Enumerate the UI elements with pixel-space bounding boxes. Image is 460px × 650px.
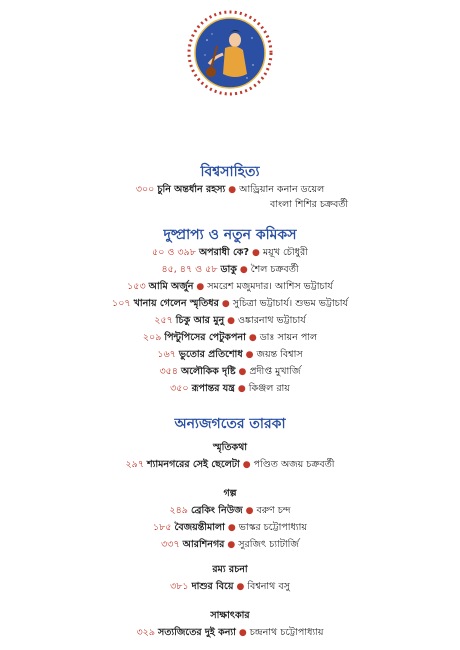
saraswati-logo: [187, 10, 273, 96]
bullet-icon: ●: [237, 384, 246, 394]
bullet-icon: ●: [242, 460, 251, 470]
bullet-icon: ●: [228, 185, 237, 195]
list-item: [0, 348, 460, 362]
issue-number: ১৮৫: [153, 522, 172, 533]
author: প্রদীপ্ত মুখার্জি: [249, 366, 301, 377]
story-title: অলৌকিক দৃষ্টি: [180, 366, 236, 377]
translator: বাংলা শিশির চক্রবর্তী: [270, 199, 349, 210]
issue-number: ৩৫০: [170, 383, 189, 394]
list-item: [0, 626, 460, 640]
author: সমরেশ মজুমদার। আশিস ভট্টাচার্য: [207, 281, 333, 292]
list-item: [0, 280, 460, 294]
bullet-icon: ●: [221, 299, 230, 309]
story-title: সত্যজিতের দুই কন্যা: [158, 627, 236, 638]
section-title-other-world: অন্যজগতের তারকা: [174, 416, 286, 432]
author: ময়ূখ চৌধুরী: [262, 247, 308, 258]
list-item: [0, 314, 460, 328]
issue-number: ৩২৯: [136, 627, 155, 638]
subheading-interview: সাক্ষাৎকার: [210, 610, 250, 621]
bullet-icon: ●: [245, 506, 254, 516]
bullet-icon: ●: [248, 333, 257, 343]
list-item: [0, 504, 460, 518]
author: চন্দ্রনাথ চট্টোপাধ্যায়: [249, 627, 324, 638]
author: সুরজিৎ চ্যাটার্জি: [238, 539, 299, 550]
author: জয়ন্ত বিশ্বাস: [256, 349, 303, 360]
story-title: আমি অর্জুন: [148, 281, 194, 292]
author: ডাঃ সায়ন পাল: [259, 332, 318, 343]
issue-number: ২৫৭: [154, 315, 173, 326]
bullet-icon: ●: [196, 282, 205, 292]
list-item: [0, 580, 460, 594]
author: সুচিত্রা ভট্টাচার্য। শুভম ভট্টাচার্য: [232, 298, 348, 309]
author: ওঙ্কারনাথ ভট্টাচার্য: [238, 315, 306, 326]
section-title-world-literature: বিশ্বসাহিত্য: [200, 164, 260, 180]
author: আড্রিয়ান কনান ডয়েল: [239, 184, 325, 195]
list-item: [0, 538, 460, 552]
issue-number: ৩৫৪: [159, 366, 178, 377]
subheading-humor: রম্য রচনা: [212, 564, 248, 575]
bullet-icon: ●: [239, 265, 248, 275]
issue-number: ১৫৩: [127, 281, 146, 292]
story-title: খানায় গেলেন স্মৃতিধর: [133, 298, 219, 309]
list-item: [0, 331, 460, 345]
bullet-icon: ●: [238, 367, 247, 377]
story-title: চিকু আর মুনু: [175, 315, 225, 326]
issue-number: ২০৯: [142, 332, 162, 343]
issue-number: ২৯৭: [125, 459, 145, 470]
list-item: [0, 246, 460, 260]
story-title: ভুতোর প্রতিশোধ: [178, 349, 243, 360]
subheading-memoir: স্মৃতিকথা: [212, 442, 247, 453]
author: শৈল চক্রবর্তী: [250, 264, 299, 275]
story-title: শ্যামনগরের সেই ছেলেটা: [147, 459, 240, 470]
story-title: রূপান্তর যন্ত্র: [191, 383, 235, 394]
bullet-icon: ●: [245, 350, 254, 360]
issue-number: ৫০ ও ৩৯৮: [152, 247, 196, 258]
story-title: অপরাধী কে?: [198, 247, 249, 258]
author: কিঞ্জল রায়: [248, 383, 290, 394]
list-item: [0, 263, 460, 277]
issue-number: ১৬৭: [157, 349, 176, 360]
issue-number: ৪৫, ৪৭ ও ৫৮: [161, 264, 218, 275]
list-item: [0, 458, 460, 472]
bullet-icon: ●: [238, 628, 247, 638]
issue-number: ২৪৯: [169, 505, 188, 516]
issue-number: ৩৩৭: [161, 539, 180, 550]
story-title: ব্রেকিং নিউজ: [190, 505, 243, 516]
story-title: বৈজয়ন্তীমালা: [174, 522, 225, 533]
story-title: চুনি অন্তর্ধান রহস্য: [157, 184, 226, 195]
story-title: ডাকু: [220, 264, 237, 275]
issue-number: ১০৭: [112, 298, 131, 309]
subheading-story: গল্প: [223, 488, 237, 499]
author: বরুণ চন্দ: [256, 505, 291, 516]
section-title-comics: দুষ্প্রাপ্য ও নতুন কমিকস: [163, 227, 297, 243]
list-item: [0, 521, 460, 535]
bullet-icon: ●: [227, 316, 236, 326]
author: পণ্ডিত অজয় চক্রবর্তী: [253, 459, 335, 470]
bullet-icon: ●: [227, 523, 236, 533]
bullet-icon: ●: [227, 540, 236, 550]
bullet-icon: ●: [236, 582, 245, 592]
author: ভাস্কর চট্টোপাধ্যায়: [238, 522, 307, 533]
story-title: দাশুর বিয়ে: [191, 581, 234, 592]
story-title: আরশিনগর: [182, 539, 225, 550]
issue-number: ৩৮১: [170, 581, 189, 592]
author: বিশ্বনাথ বসু: [247, 581, 290, 592]
issue-number: ৩০০: [135, 184, 155, 195]
story-title: পিন্টুপিসের পেটুকপনা: [164, 332, 246, 343]
list-item: [0, 382, 460, 396]
bullet-icon: ●: [251, 248, 260, 258]
list-item: [0, 297, 460, 311]
list-item: [0, 365, 460, 379]
list-item: [0, 183, 460, 197]
